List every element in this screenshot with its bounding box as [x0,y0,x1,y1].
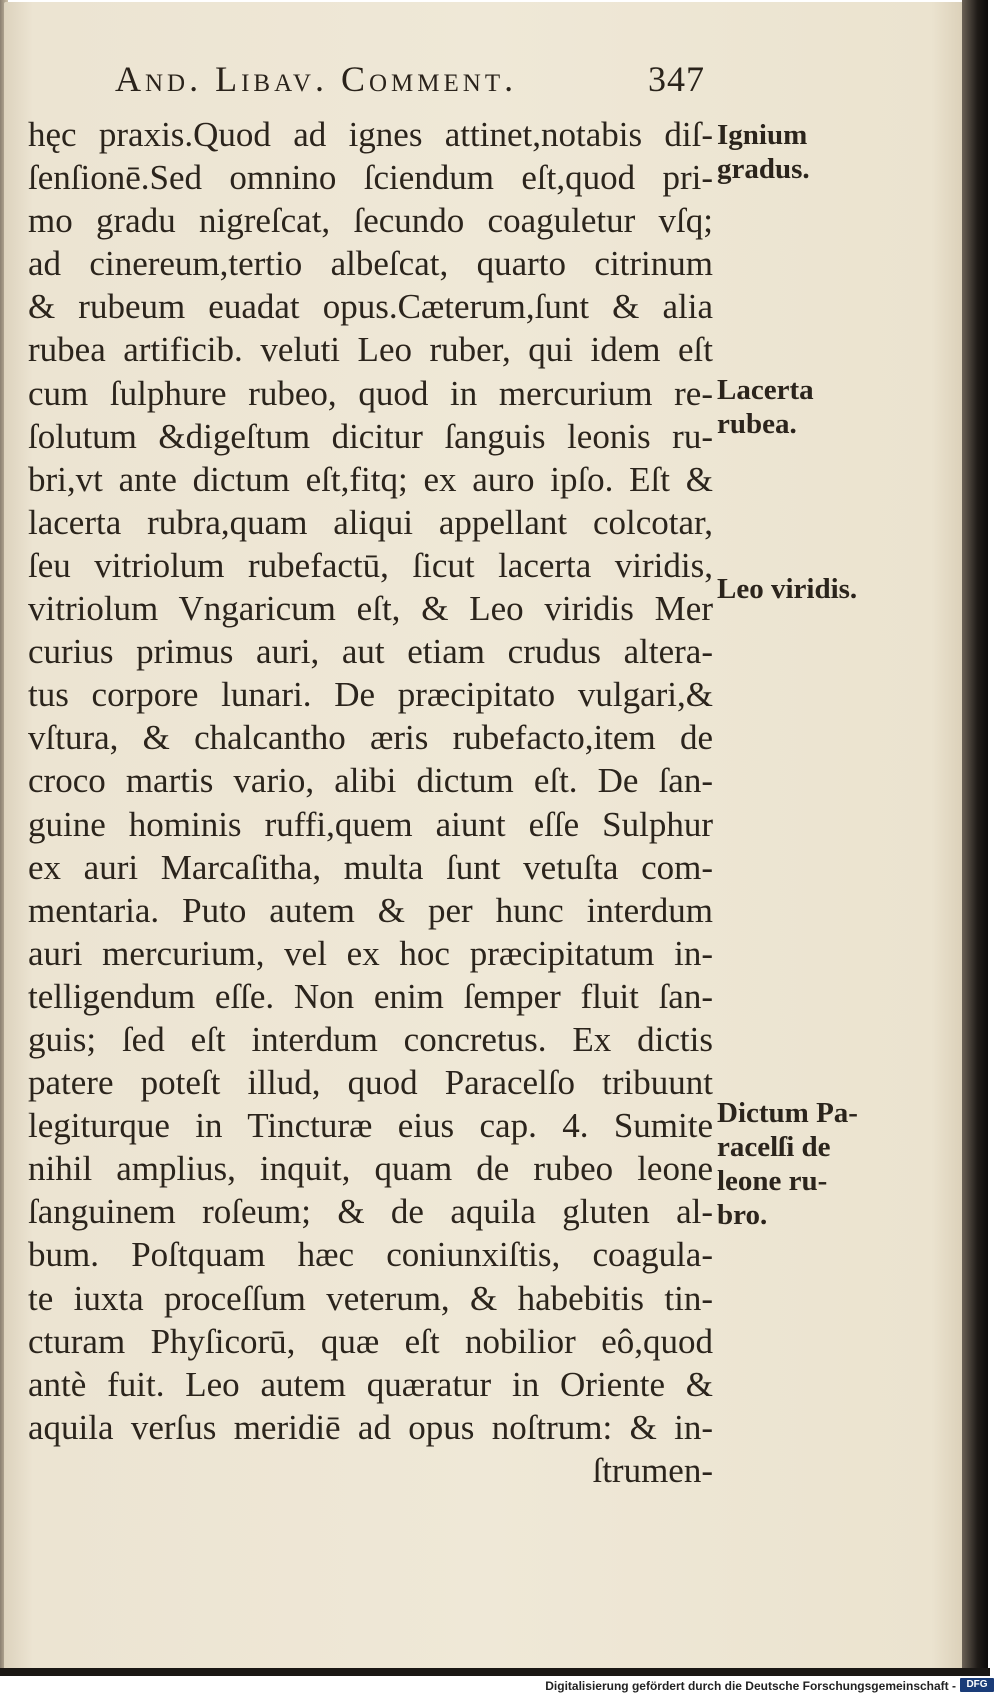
text-line: rubea artificib. veluti Leo ruber, qui idem eſt [28,330,713,370]
running-head-title: And. Libav. Comment. [115,59,518,99]
text-line: legiturque in Tincturæ eius cap. 4. Sumite [28,1106,713,1146]
text-line: vitriolum Vngaricum eſt, & Leo viridis Mer [28,589,713,629]
text-line: hęc praxis.Quod ad ignes attinet,notabis diſ- [28,115,713,154]
page-number: 347 [648,59,705,99]
text-line: tus corpore lunari. De præcipitato vulgari,& [28,675,713,715]
text-line: mentaria. Puto autem & per hunc interdum [28,890,713,930]
text-line: aquila verſus meridiē ad opus noſtrum: & in- [28,1407,713,1447]
body-text [28,113,713,1492]
text-line: ſeu vitriolum rubefactū, ſicut lacerta viridis, [28,545,713,585]
marginal-line: Dictum Pa- [717,1097,858,1129]
text-line: bri,vt ante dictum eſt,fitq; ex auro ipſo. Eſt & [28,459,713,499]
catchword-line: ſtrumen- [592,1450,713,1490]
marginal-note-leo-viridis [717,572,857,606]
running-head [115,58,705,104]
text-line: bum. Poſtquam hæc coniunxiſtis, coagula- [28,1235,713,1275]
text-line: ſolutum &digeſtum dicitur ſanguis leonis ru- [28,416,713,456]
text-line: mo gradu nigreſcat, ſecundo coaguletur vſq; [28,201,713,241]
text-line: antè fuit. Leo autem quæratur in Oriente & [28,1364,713,1404]
text-line: telligendum eſſe. Non enim ſemper fluit ſan- [28,976,713,1016]
text-line: guis; ſed eſt interdum concretus. Ex dictis [28,1019,713,1059]
funding-credit: Digitalisierung gefördert durch die Deutsche Forschungsgemeinschaft - [545,1679,956,1693]
text-line: & rubeum euadat opus.Cæterum,ſunt & alia [28,287,713,327]
text-line: ſenſionē.Sed omnino ſciendum eſt,quod pri- [28,158,713,198]
text-line: patere poteſt illud, quod Paracelſo tribuunt [28,1063,713,1103]
marginal-note-lacerta-rubea [717,373,814,441]
text-line: cturam Phyſicorū, quæ eſt nobilior eô,quod [28,1321,713,1361]
marginal-line: rubea. [717,408,797,440]
marginal-line: leone ru- [717,1165,828,1197]
text-line: vſtura, & chalcantho æris rubefacto,item de [28,718,713,758]
text-line: nihil amplius, inquit, quam de rubeo leone [28,1149,713,1189]
text-line: auri mercurium, vel ex hoc præcipitatum in- [28,933,713,973]
text-line: curius primus auri, aut etiam crudus altera- [28,632,713,672]
text-line: croco martis vario, alibi dictum eſt. De ſan- [28,761,713,801]
text-line: guine hominis ruffi,quem aiunt eſſe Sulphur [28,804,713,844]
marginal-line: gradus. [717,153,810,185]
marginal-line: bro. [717,1199,768,1231]
text-line: ad cinereum,tertio albeſcat, quarto citrinum [28,244,713,284]
text-line: te iuxta proceſſum veterum, & habebitis tin- [28,1278,713,1318]
text-line: ſanguinem roſeum; & de aquila gluten al- [28,1192,713,1232]
marginal-note-ignium-gradus [717,118,810,186]
marginal-line: Lacerta [717,374,814,406]
dfg-logo: DFG [960,1678,994,1692]
page-bottom-edge [0,1668,990,1676]
text-line: ex auri Marcaſitha, multa ſunt vetuſta com- [28,847,713,887]
text-line: lacerta rubra,quam aliqui appellant colcotar, [28,502,713,542]
page-edge-shadow [962,0,988,1675]
marginal-line: Leo viridis. [717,573,858,605]
text-line: cum ſulphure rubeo, quod in mercurium re- [28,373,713,413]
marginal-line: Ignium [717,119,808,151]
marginal-note-dictum-paracelsi [717,1096,858,1232]
marginal-line: racelſi de [717,1131,831,1163]
